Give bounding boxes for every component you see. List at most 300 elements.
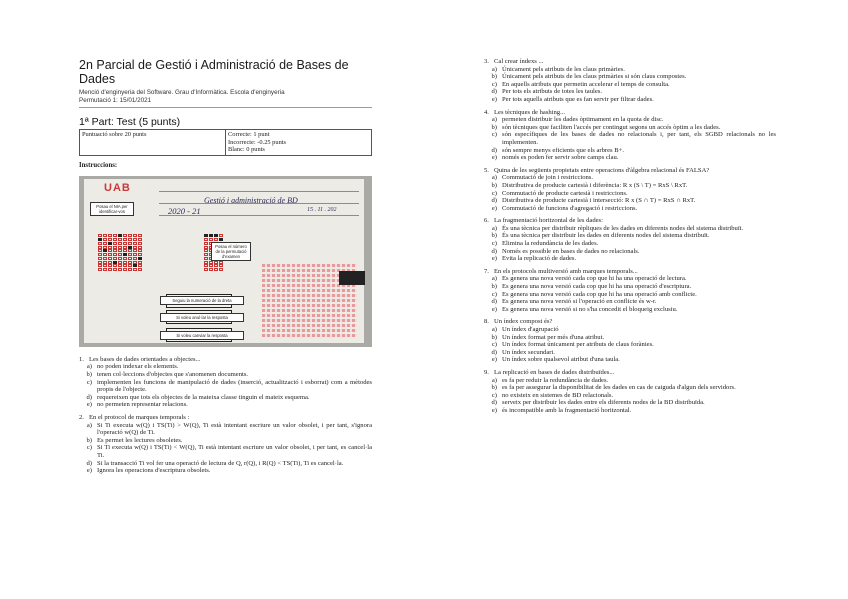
option-letter: c) xyxy=(491,240,497,248)
bubble xyxy=(133,249,137,252)
question-number: 3. xyxy=(484,58,489,65)
option-text: Elimina la redundància de les dades. xyxy=(502,240,599,248)
scoring-incorrect: Incorrecte: -0.25 punts xyxy=(228,138,287,146)
bubble xyxy=(138,234,142,237)
bubble xyxy=(118,261,122,264)
answer-option xyxy=(484,384,776,392)
bubble xyxy=(98,249,102,252)
callout-dreta: Seguiu la numeració de la dreta xyxy=(160,296,244,305)
bubble xyxy=(204,268,208,271)
option-text: es fa per reduir la redundància de dades. xyxy=(502,376,609,384)
questions-right xyxy=(484,58,776,415)
bubble xyxy=(209,238,213,241)
question-item xyxy=(79,414,372,475)
option-list xyxy=(484,116,776,162)
answer-option xyxy=(79,422,372,437)
question-item xyxy=(484,318,776,364)
option-letter: a) xyxy=(491,376,497,384)
bubble xyxy=(123,257,127,260)
bubble xyxy=(219,264,223,267)
option-text: Si la transacció Ti vol fer una operació de lectura de Q, r(Q), i R(Q) < TS(Ti), Ti es cancel·la. xyxy=(97,459,344,467)
callout-canviar: Si voleu canviar la resposta xyxy=(160,331,244,340)
bubble xyxy=(118,242,122,245)
answer-option xyxy=(484,124,776,132)
bubble xyxy=(108,246,112,249)
handwriting-date: 15 . 11 . 202 xyxy=(307,206,337,213)
bubble xyxy=(98,257,102,260)
bubble xyxy=(108,257,112,260)
questions-left xyxy=(79,356,372,475)
bubble xyxy=(113,246,117,249)
answer-option xyxy=(484,349,776,357)
bubble xyxy=(103,234,107,237)
option-list xyxy=(79,422,372,475)
answer-option xyxy=(79,379,372,394)
bubble xyxy=(118,246,122,249)
bubble xyxy=(118,234,122,237)
bubble xyxy=(128,246,132,249)
option-text: Si Ti executa w(Q) i TS(Ti) > W(Q), Ti està intentant escriure un valor obsolet, i per tant, s'ignora l'operació w(Q) de Ti. xyxy=(97,421,372,437)
answer-option xyxy=(79,363,372,371)
question-number: 5. xyxy=(484,166,489,174)
bubble xyxy=(118,249,122,252)
bubble xyxy=(123,246,127,249)
answer-option xyxy=(484,392,776,400)
option-text: es fa per assegurar la disponibilitat de les dades en cas de caiguda d'algun dels servidors. xyxy=(502,384,736,392)
option-text: És una tècnica per distribuir rèpliques de les dades en diferents nodes del sistema distribuït. xyxy=(502,224,744,232)
answer-option xyxy=(79,460,372,468)
bubble xyxy=(118,253,122,256)
bubble xyxy=(103,238,107,241)
bubble xyxy=(133,257,137,260)
bubble xyxy=(113,264,117,267)
bubble xyxy=(128,249,132,252)
option-list xyxy=(484,174,776,212)
question-item xyxy=(484,369,776,415)
answer-option xyxy=(79,401,372,409)
option-letter: a) xyxy=(491,224,497,232)
bubble xyxy=(98,264,102,267)
option-list xyxy=(484,66,776,104)
bubble xyxy=(204,264,208,267)
option-text: Es genera una nova versió si l'operació en conflicte és w-r. xyxy=(502,298,657,306)
option-text: És una tècnica per distribuir les dades en diferents nodes del sistema distribuït. xyxy=(502,232,710,240)
question-number: 9. xyxy=(484,368,489,376)
bubble xyxy=(108,268,112,271)
answer-option xyxy=(484,283,776,291)
bubble xyxy=(133,261,137,264)
answer-option xyxy=(484,182,776,190)
option-text: Per tots aquells atributs que es fan servir per filtrar dades. xyxy=(502,95,654,103)
option-text: Commutació de join i restriccions. xyxy=(502,174,594,182)
bubble xyxy=(133,234,137,237)
question-header xyxy=(484,268,776,276)
bubble xyxy=(123,234,127,237)
bubble xyxy=(128,257,132,260)
answer-option xyxy=(484,306,776,314)
option-text: Si Ti executa w(Q) i TS(Ti) < W(Q), Ti està intentant escriure un valor obsolet, i per tant, es cancel·la Ti. xyxy=(97,444,372,459)
pointer-box xyxy=(339,271,365,285)
bubble xyxy=(103,264,107,267)
bubble xyxy=(138,238,142,241)
option-letter: c) xyxy=(491,131,497,139)
answer-option xyxy=(484,190,776,198)
question-text: Les bases de dades orientades a objectes... xyxy=(89,355,201,363)
bubble xyxy=(103,261,107,264)
question-header xyxy=(79,414,372,422)
bubble xyxy=(204,249,208,252)
answer-option xyxy=(484,197,776,205)
instructions-label: Instruccions: xyxy=(79,161,118,169)
bubble xyxy=(219,268,223,271)
question-item xyxy=(79,356,372,409)
option-text: Únicament pels atributs de les claus primàries. xyxy=(502,65,625,73)
option-letter: b) xyxy=(491,73,497,81)
bubble xyxy=(133,253,137,256)
option-text: requereixen que tots els objectes de la mateixa classe tinguin el mateix esquema. xyxy=(97,393,310,401)
question-item xyxy=(484,268,776,314)
option-text: En aquells atributs que permetin accelerar el temps de consulta. xyxy=(502,80,670,88)
option-letter: a) xyxy=(86,421,92,429)
option-text: només es poden fer servir sobre camps clau. xyxy=(502,154,619,162)
question-header xyxy=(484,369,776,377)
question-number: 7. xyxy=(484,267,489,275)
bubble xyxy=(113,257,117,260)
option-text: serveix per distribuir les dades entre els diferents nodes de la BD distribuïda. xyxy=(502,399,705,407)
option-text: Commutació de producte cartesià i restriccions. xyxy=(502,189,628,197)
question-text: Un índex compost és? xyxy=(494,318,553,326)
answer-option xyxy=(484,326,776,334)
option-letter: e) xyxy=(491,305,497,313)
scoring-table xyxy=(79,129,372,156)
option-text: Es genera una nova versió cada cop que hi ha una operació amb conflicte. xyxy=(502,290,697,298)
handwriting-year: 2020 - 21 xyxy=(168,205,201,216)
page-title: 2n Parcial de Gestió i Administració de Bases de Dades xyxy=(79,58,349,86)
bubble xyxy=(219,261,223,264)
bubble xyxy=(113,253,117,256)
question-text: Les tècniques de hashing... xyxy=(494,108,566,116)
callout-permutacio: Posau el número de la permutació d'examen xyxy=(211,242,251,261)
bubble xyxy=(128,264,132,267)
bubble xyxy=(123,253,127,256)
option-text: Commutació de funcions d'agregació i restriccions. xyxy=(502,204,638,212)
option-text: implementen les funcions de manipulació de dades (inserció, actualització i esborrat) com a mètodes propis de l'objecte. xyxy=(97,378,372,394)
answer-option xyxy=(484,154,776,162)
bubble xyxy=(133,268,137,271)
option-letter: c) xyxy=(491,341,497,349)
option-text: Únicament pels atributs de les claus primàries si són claus compostes. xyxy=(502,73,687,81)
bubble xyxy=(138,261,142,264)
option-text: no permeten representar relacions. xyxy=(97,401,188,409)
option-letter: c) xyxy=(491,80,497,88)
option-text: permeten distribuir les dades òptimament en la quota de disc. xyxy=(502,116,664,124)
question-text: En els protocols multiversió amb marques temporals... xyxy=(494,267,638,275)
option-text: són tècniques que faciliten l'accés per contingut segons un accés òptim a les dades. xyxy=(502,123,721,131)
option-letter: b) xyxy=(86,436,92,444)
question-header xyxy=(484,318,776,326)
option-text: Només es possible en bases de dades no relacionals. xyxy=(502,247,640,255)
option-text: Es permet les lectures obsoletes. xyxy=(97,436,183,444)
option-letter: e) xyxy=(491,406,497,414)
option-letter: b) xyxy=(491,123,497,131)
bubble xyxy=(103,257,107,260)
scoring-total: Puntuació sobre 20 punts xyxy=(80,130,226,156)
answer-option xyxy=(484,291,776,299)
header-divider xyxy=(79,107,372,108)
answer-option xyxy=(484,174,776,182)
bubble xyxy=(138,253,142,256)
answer-option xyxy=(484,275,776,283)
bubble xyxy=(138,268,142,271)
option-text: Es genera una nova versió cada cop que hi ha una operació d'escriptura. xyxy=(502,283,692,291)
option-letter: d) xyxy=(491,197,497,205)
question-number: 4. xyxy=(484,108,489,116)
callout-anular: Si voleu anul·lar la resposta xyxy=(160,313,244,322)
answer-option xyxy=(79,394,372,402)
answer-option xyxy=(484,377,776,385)
option-letter: a) xyxy=(491,174,497,182)
option-text: Es genera una nova versió si no s'ha concedit el bloqueig exclusiu. xyxy=(502,305,678,313)
answer-option xyxy=(484,96,776,104)
answer-option xyxy=(484,147,776,155)
answer-option xyxy=(484,88,776,96)
option-letter: e) xyxy=(491,204,497,212)
bubble xyxy=(113,249,117,252)
bubble xyxy=(204,257,208,260)
question-text: La replicació en bases de dades distribuïdes... xyxy=(494,368,615,376)
bubble xyxy=(138,242,142,245)
answer-option xyxy=(484,407,776,415)
callout-nia: Posau el NIA per identificar-vos xyxy=(90,202,134,216)
option-letter: d) xyxy=(86,393,92,401)
option-letter: b) xyxy=(491,384,497,392)
option-letter: e) xyxy=(491,95,497,103)
bubble xyxy=(133,242,137,245)
option-text: són sempre menys eficients que els arbres B+. xyxy=(502,146,625,154)
bubble xyxy=(128,261,132,264)
bubble xyxy=(209,234,213,237)
option-text: Distributiva de producte cartesià i intersecció: R x (S ∩ T) = RxS ∩ RxT. xyxy=(502,197,696,205)
option-letter: a) xyxy=(491,326,497,333)
option-text: Un índex secundari. xyxy=(502,348,555,356)
question-header xyxy=(484,167,776,175)
bubble xyxy=(214,261,218,264)
bubble xyxy=(214,264,218,267)
option-text: Un índex format únicament per atributs de claus forànies. xyxy=(502,341,654,349)
answer-option xyxy=(484,248,776,256)
option-letter: d) xyxy=(491,247,497,255)
question-item xyxy=(484,217,776,263)
bubble xyxy=(133,238,137,241)
option-letter: d) xyxy=(491,348,497,356)
question-item xyxy=(484,109,776,162)
bubble xyxy=(113,268,117,271)
bubble xyxy=(108,264,112,267)
bubble xyxy=(98,268,102,271)
option-letter: b) xyxy=(491,232,497,240)
option-letter: a) xyxy=(491,116,497,124)
bubble xyxy=(113,234,117,237)
option-text: Ignora les operacions d'escriptura obsolets. xyxy=(97,467,211,475)
answer-option xyxy=(79,467,372,475)
bubble xyxy=(214,268,218,271)
bubble xyxy=(108,261,112,264)
answer-option xyxy=(484,116,776,124)
option-letter: b) xyxy=(491,181,497,189)
answer-option xyxy=(484,399,776,407)
bubble xyxy=(204,242,208,245)
bubble xyxy=(128,242,132,245)
option-text: no poden indexar els elements. xyxy=(97,363,179,371)
bubble xyxy=(123,249,127,252)
answer-option xyxy=(79,371,372,379)
bubble xyxy=(214,234,218,237)
bubble xyxy=(103,242,107,245)
option-letter: a) xyxy=(491,275,497,283)
bubble xyxy=(118,238,122,241)
bubble xyxy=(204,234,208,237)
bubble xyxy=(103,246,107,249)
question-number: 6. xyxy=(484,217,489,225)
handwriting-subject: Gestió i administració de BD xyxy=(204,195,298,205)
option-text: tenen col·leccions d'objectes que s'anomenen documents. xyxy=(97,370,249,378)
option-letter: c) xyxy=(491,391,497,399)
permutation-line: Permutació 1: 15/01/2021 xyxy=(79,97,152,104)
bubble xyxy=(128,268,132,271)
bubble xyxy=(128,253,132,256)
bubble xyxy=(123,268,127,271)
option-text: són específiques de les bases de dades no relacionals i, per tant, els SGBD relacionals no les implementen. xyxy=(502,131,776,146)
option-text: Un índex sobre qualsevol atribut d'una taula. xyxy=(502,356,620,364)
answer-sheet-photo xyxy=(79,176,372,347)
option-list xyxy=(484,225,776,263)
sheet-line xyxy=(159,191,359,192)
bubble xyxy=(118,264,122,267)
answer-option xyxy=(79,437,372,445)
bubble xyxy=(209,264,213,267)
bubble xyxy=(133,264,137,267)
question-header xyxy=(484,217,776,225)
option-letter: d) xyxy=(491,298,497,306)
answer-option xyxy=(484,81,776,89)
nia-bubble-grid xyxy=(98,234,143,272)
option-letter: d) xyxy=(86,459,92,467)
option-letter: d) xyxy=(491,88,497,96)
bubble xyxy=(138,264,142,267)
option-letter: e) xyxy=(491,255,497,263)
question-header xyxy=(484,109,776,117)
option-list xyxy=(484,275,776,313)
option-text: Per tots els atributs de totes les taules. xyxy=(502,88,602,96)
bubble xyxy=(113,261,117,264)
bubble xyxy=(128,238,132,241)
bubble xyxy=(128,234,132,237)
question-item xyxy=(484,58,776,104)
question-header xyxy=(79,356,372,364)
bubble xyxy=(219,238,223,241)
part-heading: 1ª Part: Test (5 punts) xyxy=(79,116,181,128)
bubble xyxy=(209,261,213,264)
option-list xyxy=(79,363,372,409)
bubble xyxy=(118,257,122,260)
bubble xyxy=(113,242,117,245)
option-letter: d) xyxy=(491,146,497,154)
uab-logo: UAB xyxy=(104,181,131,194)
bubble xyxy=(98,253,102,256)
scoring-rules xyxy=(226,130,372,156)
option-letter: e) xyxy=(491,154,497,162)
bubble xyxy=(204,238,208,241)
bubble xyxy=(98,246,102,249)
option-letter: c) xyxy=(86,444,92,452)
answer-option xyxy=(484,73,776,81)
option-text: Un índex format per més d'una atribut. xyxy=(502,333,605,341)
option-letter: b) xyxy=(491,283,497,291)
bubble xyxy=(214,238,218,241)
option-letter: e) xyxy=(86,467,92,475)
bubble xyxy=(108,253,112,256)
bubble xyxy=(209,268,213,271)
bubble xyxy=(103,249,107,252)
subtitle-line: Menció d'enginyeria del Software. Grau d'Informàtica. Escola d'enginyeria xyxy=(79,89,285,96)
option-text: Es genera una nova versió cada cop que hi ha una operació de lectura. xyxy=(502,275,687,283)
option-list xyxy=(484,326,776,364)
bubble xyxy=(108,242,112,245)
option-list xyxy=(484,377,776,415)
question-text: Quina de les següents propietats entre operacions d'àlgebra relacional és FALSA? xyxy=(494,166,710,174)
bubble xyxy=(108,249,112,252)
left-column xyxy=(79,58,372,480)
bubble xyxy=(98,242,102,245)
bubble xyxy=(118,268,122,271)
question-text: Cal crear índexs ... xyxy=(494,58,544,65)
bubble xyxy=(204,261,208,264)
option-letter: b) xyxy=(491,333,497,341)
bubble xyxy=(98,238,102,241)
answer-option xyxy=(484,131,776,146)
bubble xyxy=(123,242,127,245)
bubble xyxy=(123,238,127,241)
answer-option xyxy=(484,334,776,342)
answer-option xyxy=(484,356,776,364)
bubble xyxy=(123,261,127,264)
bubble xyxy=(204,246,208,249)
bubble xyxy=(103,268,107,271)
bubble xyxy=(138,257,142,260)
bubble xyxy=(219,234,223,237)
question-number: 1. xyxy=(79,355,84,363)
answer-option xyxy=(79,444,372,459)
bubble xyxy=(138,246,142,249)
answer-option xyxy=(484,232,776,240)
answer-option xyxy=(484,205,776,213)
option-text: és incompatible amb la fragmentació horitzontal. xyxy=(502,406,632,414)
bubble xyxy=(138,249,142,252)
bubble xyxy=(108,234,112,237)
option-text: Un índex d'agrupació xyxy=(502,326,559,333)
question-header xyxy=(484,58,776,66)
answer-option xyxy=(484,341,776,349)
option-letter: a) xyxy=(491,65,497,73)
option-letter: c) xyxy=(491,290,497,298)
option-letter: e) xyxy=(491,356,497,364)
option-letter: c) xyxy=(86,378,92,386)
question-text: La fragmentació horitzontal de les dades: xyxy=(494,217,603,225)
answer-option xyxy=(484,298,776,306)
option-letter: d) xyxy=(491,399,497,407)
question-item xyxy=(484,167,776,213)
bubble xyxy=(98,234,102,237)
